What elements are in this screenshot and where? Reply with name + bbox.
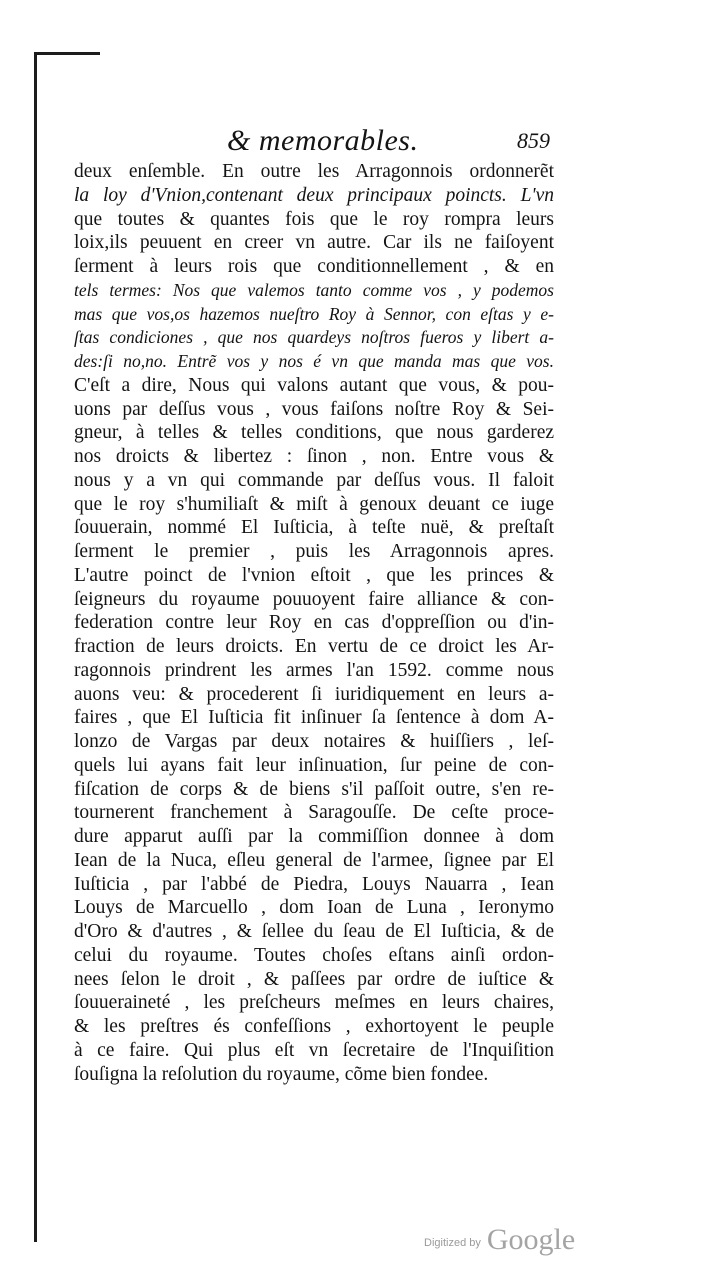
page-number: 859	[517, 128, 550, 153]
text-line: que toutes & quantes fois que le roy rompra leurs	[74, 208, 554, 230]
text-line: uons par deſſus vous , vous faiſons noſtre Roy & Sei-	[74, 398, 554, 420]
text-line: tels termes: Nos que valemos tanto comme vos , y podemos	[74, 279, 554, 300]
body-text	[74, 160, 554, 1086]
text-line: d'Oro & d'autres , & ſellee du ſeau de El Iuſticia, & de	[74, 921, 554, 942]
text-line: auons veu: & procederent ſi iuridiquement en leurs a-	[74, 683, 554, 705]
text-line: ſerment à leurs rois que conditionnellement , & en	[74, 256, 554, 277]
text-line: L'autre poinct de l'vnion eſtoit , que les princes &	[74, 564, 554, 586]
google-watermark	[424, 1223, 575, 1257]
text-line: nos droicts & libertez : ſinon , non. Entre vous &	[74, 446, 554, 467]
text-line: fiſcation de corps & de biens s'il paſſoit outre, s'en re-	[74, 778, 554, 800]
text-line: mas que vos,os hazemos nueſtro Roy à Sennor, con eſtas y e-	[74, 303, 554, 324]
text-line: Iean de la Nuca, eſleu general de l'armee, ſignee par El	[74, 849, 554, 871]
text-line: des:ſi no,no. Entrẽ vos y nos é vn que manda mas que vos.	[74, 351, 554, 371]
watermark-caption: Digitized by	[424, 1237, 481, 1249]
page-edge-top	[34, 52, 100, 55]
text-line: C'eſt a dire, Nous qui valons autant que vous, & pou-	[74, 374, 554, 396]
text-line: quels lui ayans fait leur inſinuation, ſur peine de con-	[74, 754, 554, 776]
text-line: ſtas condiciones , que nos quardeys noſtros fueros y libert a-	[74, 327, 554, 348]
text-line: loix,ils peuuent en creer vn autre. Car ils ne faiſoyent	[74, 232, 554, 254]
text-line: que le roy s'humiliaſt & miſt à genoux deuant ce iuge	[74, 493, 554, 515]
page-header	[80, 124, 550, 164]
text-line: Iuſticia , par l'abbé de Piedra, Louys Nauarra , Iean	[74, 873, 554, 895]
text-line: nees ſelon le droit , & paſſees par ordre de iuſtice &	[74, 968, 554, 990]
text-line: celui du royaume. Toutes choſes eſtans ainſi ordon-	[74, 944, 554, 966]
text-line: lonzo de Vargas par deux notaires & huiſſiers , leſ-	[74, 731, 554, 752]
text-line: tournerent franchement à Saragouſſe. De ceſte proce-	[74, 802, 554, 824]
text-line: Louys de Marcuello , dom Ioan de Luna , Ieronymo	[74, 897, 554, 919]
text-line: à ce faire. Qui plus eſt vn ſecretaire de l'Inquiſition	[74, 1039, 554, 1061]
text-line: ſerment le premier , puis les Arragonnois apres.	[74, 541, 554, 562]
text-line: ſouueraineté , les preſcheurs meſmes en leurs chaires,	[74, 992, 554, 1014]
text-line: faires , que El Iuſticia fit inſinuer ſa ſentence à dom A-	[74, 707, 554, 729]
text-line: federation contre leur Roy en cas d'oppreſſion ou d'in-	[74, 612, 554, 634]
text-line: deux enſemble. En outre les Arragonnois ordonnerẽt	[74, 161, 554, 182]
text-line: la loy d'Vnion,contenant deux principaux poincts. L'vn	[74, 184, 554, 206]
text-line: ſouſigna la reſolution du royaume, cõme bien fondee.	[74, 1063, 489, 1085]
text-line: nous y a vn qui commande par deſſus vous. Il faloit	[74, 469, 554, 491]
text-line: ſouuerain, nommé El Iuſticia, à teſte nuë, & preſtaſt	[74, 517, 554, 539]
text-line: fraction de leurs droicts. En vertu de ce droict les Ar-	[74, 636, 554, 657]
text-line: & les preſtres és confeſſions , exhortoyent le peuple	[74, 1016, 554, 1037]
running-head: & memorables.	[227, 124, 419, 157]
page-edge-left	[34, 52, 37, 1242]
text-line: gneur, à telles & telles conditions, que nous garderez	[74, 422, 554, 444]
text-line: ſeigneurs du royaume pouuoyent faire alliance & con-	[74, 588, 554, 610]
text-line: dure apparut auſſi par la commiſſion donnee à dom	[74, 826, 554, 847]
text-line: ragonnois prindrent les armes l'an 1592. comme nous	[74, 659, 554, 681]
google-logo: Google	[486, 1223, 576, 1256]
